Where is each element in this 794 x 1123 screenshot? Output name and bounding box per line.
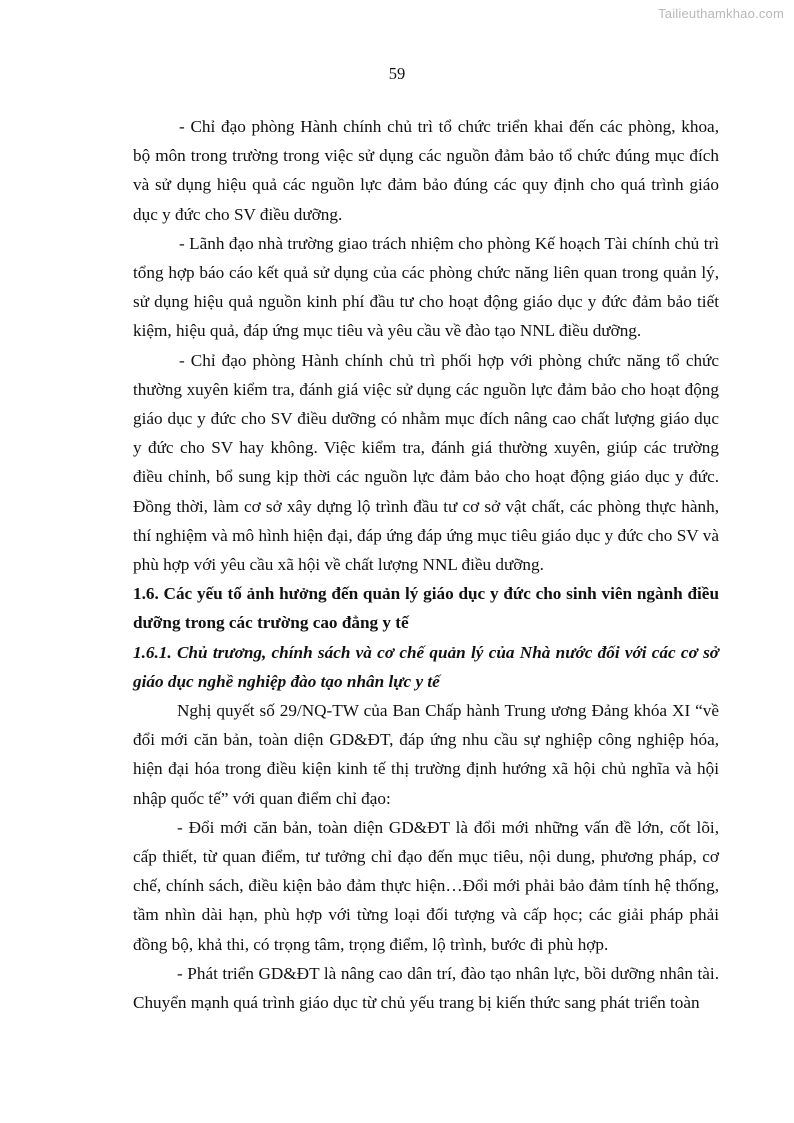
paragraph-directive-finance: - Lãnh đạo nhà trường giao trách nhiệm cho phòng Kế hoạch Tài chính chủ trì tổng hợp báo cáo kết quả sử dụng của các phòng chức năng liên quan trong quản lý, sử dụng hiệu quả nguồn kinh phí đầu tư cho hoạt động giáo dục y đức đảm bảo tiết kiệm, hiệu quả, đáp ứng mục tiêu và yêu cầu về đào tạo NNL điều dưỡng.	[133, 233, 719, 341]
paragraph-development: - Phát triển GD&ĐT là nâng cao dân trí, đào tạo nhân lực, bồi dưỡng nhân tài. Chuyển mạnh quá trình giáo dục từ chủ yếu trang bị kiến thức sang phát triển toàn	[133, 963, 719, 1013]
page-number: 59	[388, 64, 406, 83]
paragraph-directive-admin: - Chỉ đạo phòng Hành chính chủ trì tổ chức triển khai đến các phòng, khoa, bộ môn trong trường trong việc sử dụng các nguồn đảm bảo tổ chức đúng mục đích và sử dụng hiệu quả các nguồn lực đảm bảo đúng các quy định cho quá trình giáo dục y đức cho SV điều dưỡng.	[133, 117, 719, 224]
section-heading: 1.6. Các yếu tố ảnh hưởng đến quản lý giáo dục y đức cho sinh viên ngành điều dưỡng trong các trường cao đẳng y tế	[133, 584, 719, 633]
document-body	[133, 112, 719, 1017]
paragraph-reform: - Đổi mới căn bản, toàn diện GD&ĐT là đổi mới những vấn đề lớn, cốt lõi, cấp thiết, từ quan điểm, tư tưởng chỉ đạo đến mục tiêu, nội dung, phương pháp, cơ chế, chính sách, điều kiện bảo đảm thực hiện…Đổi mới phải bảo đảm tính hệ thống, tầm nhìn dài hạn, phù hợp với từng loại đối tượng và cấp học; các giải pháp phải đồng bộ, khả thi, có trọng tâm, trọng điểm, lộ trình, bước đi phù hợp.	[133, 817, 719, 954]
subsection-heading: 1.6.1. Chủ trương, chính sách và cơ chế quản lý của Nhà nước đối với các cơ sở giáo dục nghề nghiệp đào tạo nhân lực y tế	[133, 642, 719, 691]
paragraph-resolution: Nghị quyết số 29/NQ-TW của Ban Chấp hành Trung ương Đảng khóa XI “về đổi mới căn bản, toàn diện GD&ĐT, đáp ứng nhu cầu sự nghiệp công nghiệp hóa, hiện đại hóa trong điều kiện kinh tế thị trường định hướng xã hội chủ nghĩa và hội nhập quốc tế” với quan điểm chỉ đạo:	[133, 701, 719, 808]
watermark: Tailieuthamkhao.com	[658, 6, 784, 21]
paragraph-directive-inspection: - Chỉ đạo phòng Hành chính chủ trì phối hợp với phòng chức năng tổ chức thường xuyên kiểm tra, đánh giá việc sử dụng các nguồn lực đảm bảo cho hoạt động giáo dục y đức cho SV điều dưỡng có nhằm mục đích nâng cao chất lượng giáo dục y đức cho SV hay không. Việc kiểm tra, đánh giá thường xuyên, giúp các trường điều chỉnh, bổ sung kịp thời các nguồn lực đảm bảo cho hoạt động giáo dục y đức. Đồng thời, làm cơ sở xây dựng lộ trình đầu tư cơ sở vật chất, các phòng thực hành, thí nghiệm và mô hình hiện đại, đáp ứng đáp ứng mục tiêu giáo dục y đức cho SV và phù hợp với yêu cầu xã hội về chất lượng NNL điều dưỡng.	[133, 350, 719, 575]
